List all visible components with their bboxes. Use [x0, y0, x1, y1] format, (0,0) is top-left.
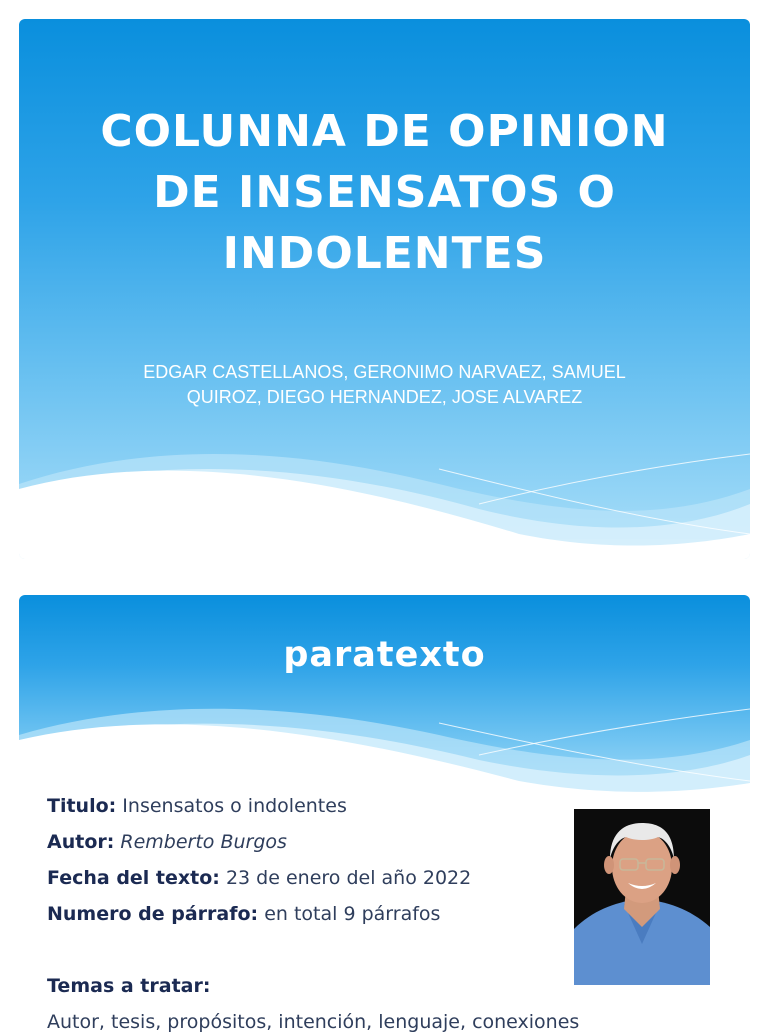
- slide-title: COLUNNA DE OPINION DE INSENSATOS O INDOLENTES: [100, 106, 669, 279]
- parrafo-label: Numero de párrafo:: [47, 903, 259, 925]
- autor-row: [47, 824, 567, 860]
- paratext-info: [47, 788, 580, 1035]
- temas-row: [47, 968, 567, 1004]
- fecha-row: [47, 860, 567, 896]
- autor-label: Autor:: [47, 831, 115, 853]
- fecha-value: 23 de enero del año 2022: [225, 867, 472, 889]
- author-portrait-icon: [574, 809, 710, 985]
- section-title: paratexto: [283, 635, 486, 675]
- titulo-label: Titulo:: [47, 795, 117, 817]
- paratexto-slide: [19, 595, 750, 1035]
- temas-value: Autor, tesis, propósitos, intención, lenguaje, conexiones: [47, 1011, 580, 1033]
- autor-value: Remberto Burgos: [120, 831, 287, 853]
- parrafo-value: en total 9 párrafos: [264, 903, 441, 925]
- authors-line: EDGAR CASTELLANOS, GERONIMO NARVAEZ, SAMUEL QUIROZ, DIEGO HERNANDEZ, JOSE ALVAREZ: [143, 362, 626, 407]
- titulo-value: Insensatos o indolentes: [122, 795, 347, 817]
- wave-decoration: [19, 449, 750, 559]
- temas-label: Temas a tratar:: [47, 975, 211, 997]
- fecha-label: Fecha del texto:: [47, 867, 220, 889]
- title-slide: [19, 19, 750, 559]
- titulo-row: [47, 788, 567, 824]
- parrafo-row: [47, 896, 567, 932]
